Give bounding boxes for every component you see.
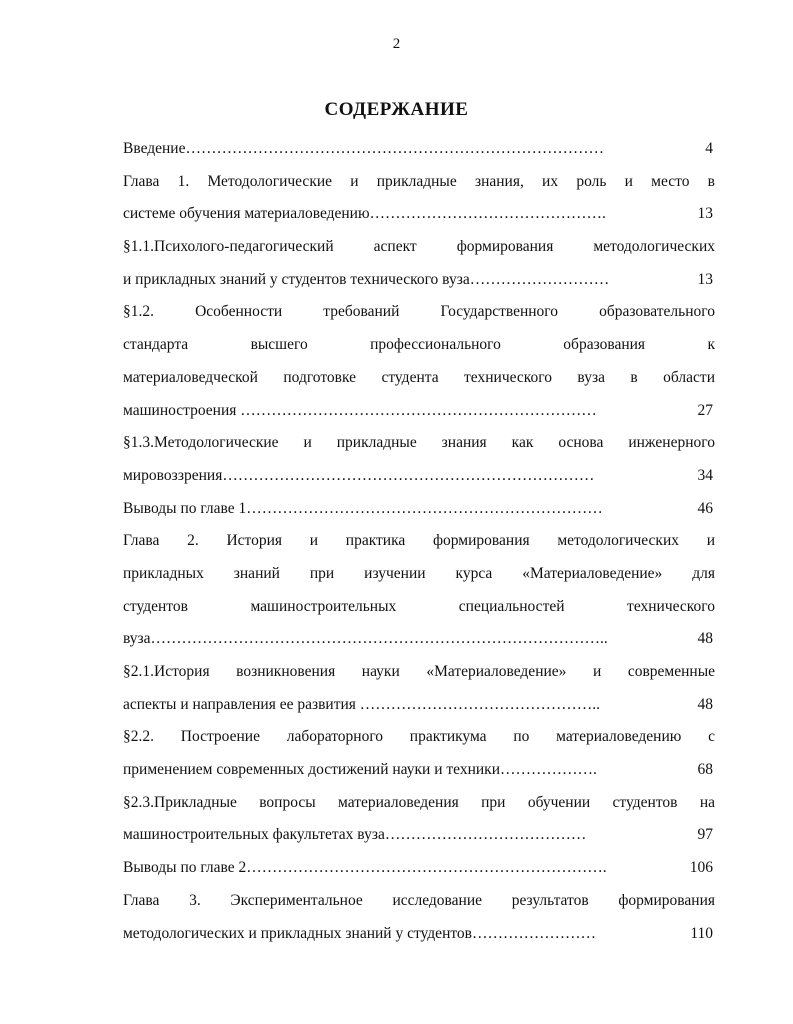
toc-page-number: 13 (697, 205, 713, 223)
toc-entry-line: Выводы по главе 2……………………………………………………………. (123, 859, 607, 877)
toc-entry-line: §1.3.Методологические и прикладные знания как основа инженерного (123, 434, 715, 452)
toc-page-number: 48 (697, 695, 713, 713)
toc-entry (123, 852, 715, 885)
toc-entry-line: мировоззрения……………………………………………………………… (123, 466, 595, 484)
toc-entry-line: Выводы по главе 1…………………………………………………………… (123, 499, 603, 517)
toc-page-number: 4 (705, 140, 713, 157)
toc-page-number: 46 (697, 499, 713, 517)
toc-page-number: 68 (697, 761, 713, 779)
toc-entry-line: Глава 2. История и практика формирования методологических и (123, 532, 715, 550)
toc-entry (123, 787, 715, 852)
toc-entry-line: методологических и прикладных знаний у студентов…………………… (123, 924, 596, 942)
toc-entry (123, 166, 715, 231)
toc-page-number: 97 (697, 826, 713, 844)
toc-entry-line: применением современных достижений науки и техники………………. (123, 761, 597, 779)
toc-entry-line: вуза…………………………………………………………………………….. (123, 630, 608, 648)
toc-entry-line: Глава 3. Экспериментальное исследование результатов формирования (123, 891, 715, 909)
toc-entry-line: §1.2. Особенности требований Государственного образовательного (123, 303, 715, 321)
toc-entry-line: §2.2. Построение лабораторного практикума по материаловедению с (123, 728, 715, 746)
toc-entry-line: материаловедческой подготовке студента технического вуза в области (123, 368, 715, 386)
toc-entry-line: и прикладных знаний у студентов технического вуза……………………… (123, 270, 610, 288)
toc-entry (123, 493, 715, 526)
toc-entry-line: аспекты и направления ее развития ……………………………………….. (123, 695, 601, 713)
toc-entry-line: §1.1.Психолого-педагогический аспект формирования методологических (123, 238, 715, 256)
toc-entry (123, 525, 715, 656)
page-title: СОДЕРЖАНИЕ (324, 99, 469, 120)
toc-page-number: 110 (690, 924, 713, 942)
toc-entry (123, 133, 715, 166)
toc-entry (123, 231, 715, 296)
toc-page-number: 27 (697, 401, 713, 419)
toc-page-number: 34 (697, 466, 713, 484)
toc-entry (123, 721, 715, 786)
toc-entry (123, 885, 715, 950)
toc-entry-line: Глава 1. Методологические и прикладные знания, их роль и место в (123, 172, 715, 190)
toc-entry-line: системе обучения материаловедению………………………………………. (123, 205, 606, 223)
page-number: 2 (392, 36, 401, 52)
toc-entry (123, 296, 715, 427)
toc-page-number: 13 (697, 270, 713, 288)
toc-entry-line: прикладных знаний при изучении курса «Материаловедение» для (123, 564, 715, 582)
toc-entry-line: студентов машиностроительных специальностей технического (123, 597, 715, 615)
toc-entry (123, 656, 715, 721)
toc-page-number: 48 (697, 630, 713, 648)
toc-entry-line: Введение……………………………………………………………………… (123, 140, 604, 157)
table-of-contents (123, 133, 715, 950)
toc-page-number: 106 (689, 859, 713, 877)
toc-entry-line: §2.3.Прикладные вопросы материаловедения при обучении студентов на (123, 793, 715, 811)
toc-entry-line: стандарта высшего профессионального образования к (123, 336, 715, 354)
toc-entry-line: машиностроительных факультетах вуза………………………………… (123, 826, 587, 844)
toc-entry-line: §2.1.История возникновения науки «Материаловедение» и современные (123, 663, 715, 680)
toc-entry-line: машиностроения …………………………………………………………… (123, 401, 597, 419)
toc-entry (123, 427, 715, 492)
